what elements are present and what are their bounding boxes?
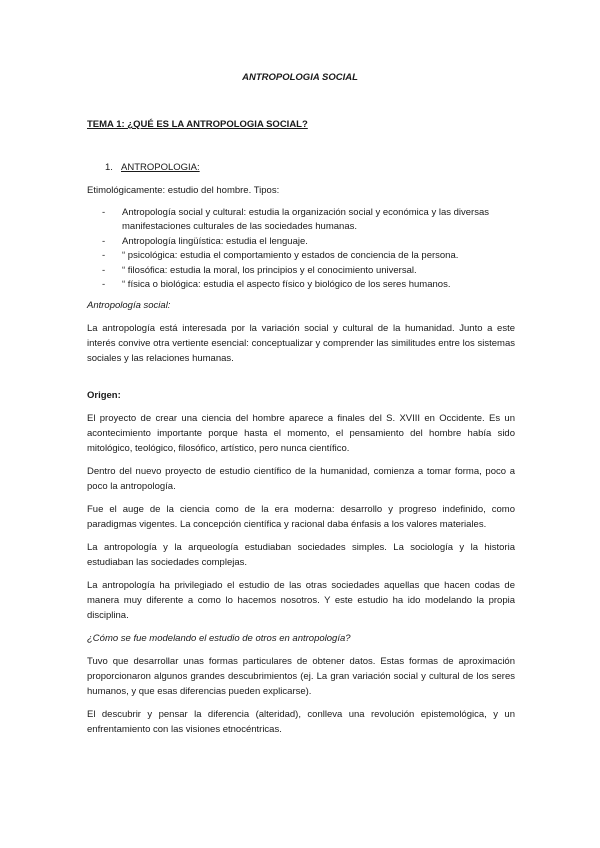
dash-bullet: - — [102, 235, 106, 247]
list-item — [87, 264, 515, 278]
dash-bullet: - — [102, 207, 106, 218]
origin-paragraph: El proyecto de crear una ciencia del hombre aparece a finales del S. XVIII en Occidente. Es un acontecimiento importante porque hasta el momento, el pensamiento del hombre había sido mitológico, teológico, filosófico, artístico, pero nunca científico. — [87, 413, 515, 455]
topic-heading: TEMA 1: ¿QUÉ ES LA ANTROPOLOGIA SOCIAL? — [87, 119, 308, 130]
list-item-text: “ física o biológica: estudia el aspecto físico y biológico de los seres humanos. — [122, 279, 451, 291]
section-heading — [105, 160, 515, 175]
list-item-text: Antropología lingüística: estudia el lenguaje. — [122, 235, 308, 247]
list-item-text: Antropología social y cultural: estudia la organización social y económica y las diversas manifestaciones culturales de las sociedades humanas. — [122, 207, 489, 232]
document-body — [87, 160, 515, 745]
dash-bullet: - — [102, 279, 106, 291]
dash-bullet: - — [102, 250, 106, 262]
list-item-text: “ filosófica: estudia la moral, los principios y el conocimiento universal. — [122, 264, 417, 276]
social-paragraph: La antropología está interesada por la variación social y cultural de la humanidad. Junto a este interés convive otra vertiente esencial: conceptualizar y comprender las similitudes entre los sistemas sociales y las relaciones humanas. — [87, 323, 515, 365]
list-item — [87, 206, 515, 234]
list-item — [87, 249, 515, 263]
origin-paragraph: La antropología ha privilegiado el estudio de las otras sociedades aquellas que hacen codas de manera muy diferente a como lo hacemos nosotros. Y este estudio ha ido modelando la propia disciplina. — [87, 580, 515, 622]
list-item — [87, 235, 515, 249]
document-title: ANTROPOLOGIA SOCIAL — [242, 72, 358, 83]
section-title: ANTROPOLOGIA: — [121, 162, 200, 173]
social-heading: Antropología social: — [87, 300, 171, 312]
modelling-paragraph: El descubrir y pensar la diferencia (alteridad), conlleva una revolución epistemológica, y un enfrentamiento con las visiones etnocéntricas. — [87, 709, 515, 736]
modelling-paragraph: Tuvo que desarrollar unas formas particulares de obtener datos. Estas formas de aproximación proporcionaron algunos grandes descubrimientos (ej. La gran variación social y cultural de los seres humanos, y que esas diferencias pueden explicarse). — [87, 656, 515, 698]
list-item — [87, 278, 515, 292]
origin-heading: Origen: — [87, 390, 121, 402]
origin-paragraph: Dentro del nuevo proyecto de estudio científico de la humanidad, comienza a tomar forma, poco a poco la antropología. — [87, 466, 515, 493]
modelling-heading: ¿Cómo se fue modelando el estudio de otros en antropología? — [87, 633, 351, 645]
dash-bullet: - — [102, 264, 106, 276]
types-list — [87, 206, 515, 292]
section-number: 1. — [105, 162, 113, 173]
section-intro: Etimológicamente: estudio del hombre. Tipos: — [87, 185, 280, 196]
origin-paragraph: La antropología y la arqueología estudiaban sociedades simples. La sociología y la historia estudiaban las sociedades complejas. — [87, 542, 515, 569]
list-item-text: “ psicológica: estudia el comportamiento y estados de conciencia de la persona. — [122, 250, 459, 262]
origin-paragraph: Fue el auge de la ciencia como de la era moderna: desarrollo y progreso indefinido, como paradigmas vigentes. La concepción científica y racional daba énfasis a los valores materiales. — [87, 504, 515, 531]
